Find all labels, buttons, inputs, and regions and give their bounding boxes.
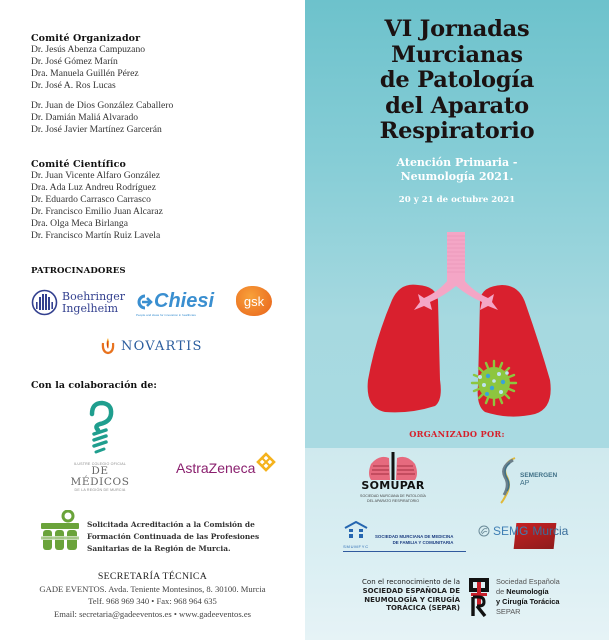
chiesi-logo [136,290,214,317]
list-item: Dr. Juan de Dios González Caballero [31,100,174,111]
colegio-medicos-bottom: DE LA REGIÓN DE MURCIA [74,488,126,492]
reconocimiento-line: NEUMOLOGÍA Y CIRUGÍA [364,595,460,604]
astrazeneca-logo [176,460,276,476]
boehringer-line1: Boehringer [62,289,125,303]
astrazeneca-symbol-icon [256,452,276,474]
separ-emblem-icon [468,577,490,617]
semergen-sub: AP [520,480,530,487]
event-subtitle [305,156,609,183]
organizado-por-heading: ORGANIZADO POR: [409,429,505,439]
acreditacion-line: Solicitada Acreditación a la Comisión de [87,520,255,529]
secretaria-tecnica [0,571,305,620]
smumfyc-line1: SOCIEDAD MURCIANA DE MEDICINA [375,534,454,540]
secretaria-contact[interactable]: Email: secretaria@gadeeventos.es • www.gadeeventos.es [54,608,251,619]
smumfyc-label: SMUMFYC [343,544,369,549]
novartis-name: NOVARTIS [121,338,203,354]
boehringer-line2: Ingelheim [62,301,119,315]
smumfyc-logo [343,521,466,552]
lungs-illustration-icon [340,230,580,430]
semergen-s-icon [498,455,520,505]
comite-organizador-list-1 [31,44,145,92]
title-line: de Patología [379,67,535,93]
chiesi-arrow-icon [136,294,154,310]
somupar-sub2: DEL APARATO RESPIRATORIO [366,499,420,503]
formacion-continuada-badge [40,510,80,557]
subtitle-line: Neumología 2021. [400,169,514,183]
colegio-medicos-middle: DE MÉDICOS [70,465,130,488]
comite-organizador-list-2 [31,100,173,136]
somupar-sub1: SOCIEDAD MURCIANA DE PATOLOGÍA [360,494,426,498]
gsk-logo: gsk [236,286,272,316]
comite-organizador-heading: Comité Organizador [31,33,141,44]
subtitle-line: Atención Primaria - [396,156,518,169]
somupar-logo [353,452,433,504]
boehringer-ingelheim-logo [31,289,125,316]
formacion-continuada-badge-icon [40,510,80,552]
list-item: Dr. Francisco Martín Ruiz Lavela [31,230,161,242]
semg-emblem-icon [478,525,490,537]
list-item: Dra. Manuela Guillén Pérez [31,68,139,80]
comite-cientifico-heading: Comité Científico [31,159,126,170]
list-item: Dr. José Javier Martínez Garcerán [31,124,162,136]
list-item: Dr. Francisco Emilio Juan Alcaraz [31,206,163,218]
title-line: Respiratorio [379,118,535,144]
astrazeneca-name: AstraZeneca [176,460,256,476]
chiesi-tagline: People and ideas for innovation in healthcare [136,313,197,317]
list-item: Dr. José A. Ros Lucas [31,80,116,92]
colegio-medicos-top: ILUSTRE COLEGIO OFICIAL [73,462,127,466]
semg-region: Murcia [532,524,569,538]
chiesi-name: Chiesi [154,290,215,312]
list-item: Dr. Juan Vicente Alfaro González [31,170,160,181]
reconocimiento-line: SOCIEDAD ESPAÑOLA DE [362,586,460,595]
semg-name: SEMG [493,524,529,538]
reconocimiento-line: Con el reconocimiento de la [362,578,460,586]
colaboracion-heading: Con la colaboración de: [31,380,157,391]
acreditacion-line: Sanitarias de la Región de Murcia. [87,544,231,554]
list-item: Dr. José Gómez Marín [31,56,118,68]
separ-line3: y Cirugía Torácica [496,597,560,606]
separ-line2-bold: Neumología [506,587,549,596]
list-item: Dra. Ada Luz Andreu Rodríguez [31,182,156,194]
novartis-flame-icon [101,337,115,355]
acreditacion-line: Formación Continuada de las Profesiones [87,532,260,542]
separ-line1: Sociedad Española [496,577,560,586]
separ-line4: SEPAR [496,607,521,616]
event-title [305,17,609,145]
reconocimiento-line: TORÁCICA (SEPAR) [386,604,460,613]
colegio-medicos-serpent-icon [80,400,120,456]
event-dates: 20 y 21 de octubre 2021 [398,195,516,205]
colegio-medicos-logo [60,400,140,492]
semergen-name: SEMERGEN [520,472,558,479]
semg-murcia-logo [478,524,568,538]
list-item: Dr. Damián Maliá Alvarado [31,112,139,124]
separ-logo [468,577,560,617]
title-line: Murcianas [391,41,523,68]
reconocimiento-text [338,578,460,613]
semergen-logo [498,455,557,505]
patrocinadores-heading: PATROCINADORES [31,266,126,276]
secretaria-address: GADE EVENTOS. Avda. Teniente Montesinos, 8. 30100. Murcia [39,584,266,594]
somupar-lungs-icon [365,452,421,482]
smumfyc-line2: DE FAMILIA Y COMUNITARIA [392,539,454,545]
somupar-name: SOMUPAR [361,479,425,492]
comite-cientifico-list [31,170,163,243]
novartis-logo [101,337,203,355]
separ-line2-prefix: de [496,587,507,596]
secretaria-phone: Telf. 968 969 340 • Fax: 968 964 635 [88,596,217,607]
boehringer-emblem-icon [31,289,58,316]
list-item: Dr. Eduardo Carrasco Carrasco [31,194,151,206]
secretaria-title: SECRETARÍA TÉCNICA [97,571,208,582]
acreditacion-text [87,519,259,556]
smumfyc-houses-icon [343,521,369,539]
title-line: VI Jornadas [384,16,530,42]
list-item: Dr. Jesús Abenza Campuzano [31,44,146,55]
title-line: del Aparato [385,92,529,119]
list-item: Dra. Olga Meca Birlanga [31,218,128,230]
